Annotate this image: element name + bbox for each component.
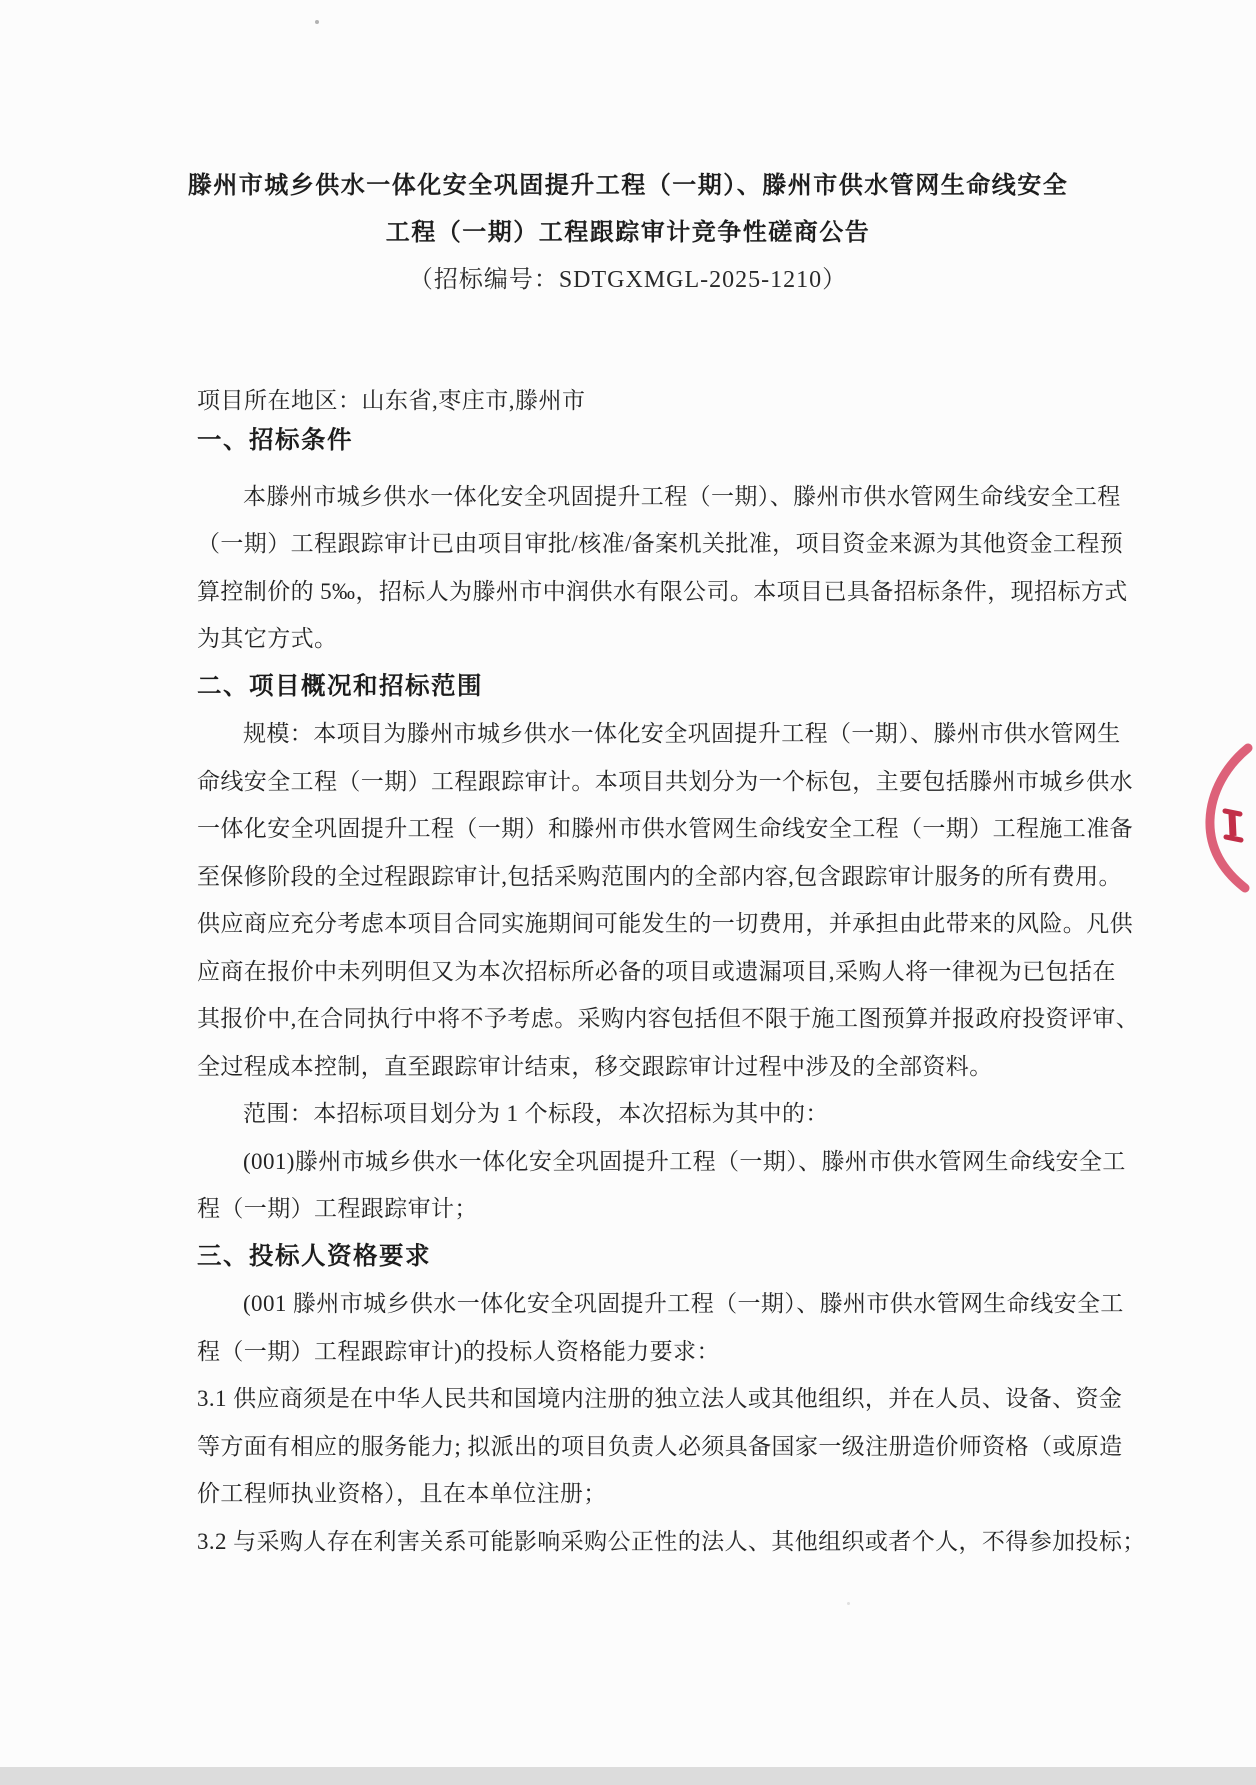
text-line: 程（一期）工程跟踪审计； (197, 1196, 478, 1221)
document-title (178, 163, 1078, 304)
text-line: 本滕州市城乡供水一体化安全巩固提升工程（一期）、滕州市供水管网生命线安全工程 (243, 483, 1121, 509)
text-line: 价工程师执业资格），且在本单位注册； (197, 1481, 607, 1506)
scan-speck (315, 20, 319, 24)
paragraph (197, 1518, 1146, 1566)
section-heading-1: 一、招标条件 (197, 427, 353, 454)
scan-edge-strip (0, 1767, 1256, 1785)
section-heading-2: 二、项目概况和招标范围 (197, 672, 483, 700)
paragraph (197, 1138, 1126, 1233)
text-line: 一体化安全巩固提升工程（一期）和滕州市供水管网生命线安全工程（一期）工程施工准备 (197, 816, 1133, 841)
paragraph (197, 1090, 1102, 1138)
title-line-2: 工程（一期）工程跟踪审计竞争性磋商公告 (385, 220, 871, 246)
text-line: 3.1 供应商须是在中华人民共和国境内注册的独立法人或其他组织，并在人员、设备、资金 (197, 1386, 1123, 1411)
text-line: (001)滕州市城乡供水一体化安全巩固提升工程（一期）、滕州市供水管网生命线安全工 (243, 1148, 1126, 1174)
paragraph (197, 710, 1140, 1090)
text-line: 算控制价的 5‰，招标人为滕州市中润供水有限公司。本项目已具备招标条件，现招标方式 (197, 578, 1128, 604)
paragraph (197, 1280, 1124, 1375)
paragraph (197, 473, 1128, 663)
red-seal-fragment (1198, 742, 1256, 894)
text-line: 全过程成本控制，直至跟踪审计结束，移交跟踪审计过程中涉及的全部资料。 (197, 1053, 993, 1079)
paragraph (197, 1375, 1123, 1518)
text-line: 3.2 与采购人存在利害关系可能影响采购公正性的法人、其他组织或者个人，不得参加投标； (197, 1528, 1146, 1554)
section-heading-3: 三、投标人资格要求 (197, 1242, 431, 1270)
document-body (197, 417, 1146, 1565)
text-line: 程（一期）工程跟踪审计)的投标人资格能力要求： (197, 1338, 720, 1364)
text-line: （一期）工程跟踪审计已由项目审批/核准/备案机关批准，项目资金来源为其他资金工程预 (197, 531, 1124, 556)
text-line: 供应商应充分考虑本项目合同实施期间可能发生的一切费用，并承担由此带来的风险。凡供 (197, 911, 1133, 936)
text-line: 命线安全工程（一期）工程跟踪审计。本项目共划分为一个标包，主要包括滕州市城乡供水 (197, 768, 1133, 794)
text-line: 其报价中,在合同执行中将不予考虑。采购内容包括但不限于施工图预算并报政府投资评审、 (197, 1006, 1140, 1031)
scan-speck (523, 184, 526, 187)
title-line-3: （招标编号：SDTGXMGL-2025-1210） (408, 267, 848, 293)
project-location-line: 项目所在地区：山东省,枣庄市,滕州市 (197, 388, 586, 413)
text-line: 为其它方式。 (197, 626, 338, 651)
text-line: (001 滕州市城乡供水一体化安全巩固提升工程（一期）、滕州市供水管网生命线安全工 (243, 1291, 1124, 1316)
title-line-1: 滕州市城乡供水一体化安全巩固提升工程（一期）、滕州市供水管网生命线安全 (187, 173, 1069, 199)
scan-speck (847, 1602, 850, 1605)
text-line: 等方面有相应的服务能力; 拟派出的项目负责人必须具备国家一级注册造价师资格（或原造 (197, 1433, 1123, 1459)
text-line: 范围：本招标项目划分为 1 个标段，本次招标为其中的： (243, 1101, 829, 1126)
text-line: 至保修阶段的全过程跟踪审计,包括采购范围内的全部内容,包含跟踪审计服务的所有费用。 (197, 863, 1122, 889)
text-line: 应商在报价中未列明但又为本次招标所必备的项目或遗漏项目,采购人将一律视为已包括在 (197, 958, 1116, 984)
text-line: 规模：本项目为滕州市城乡供水一体化安全巩固提升工程（一期）、滕州市供水管网生 (243, 721, 1121, 746)
